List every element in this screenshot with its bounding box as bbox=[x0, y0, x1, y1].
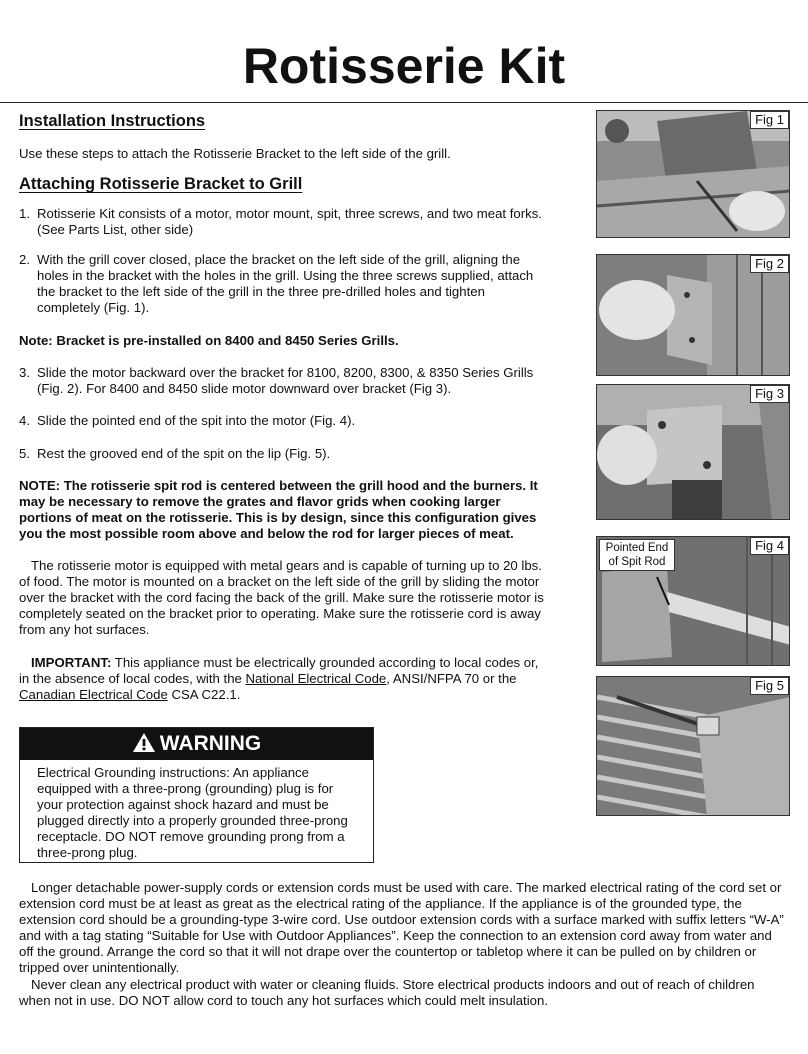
clean-paragraph: Never clean any electrical product with water or cleaning fluids. Store electrical products indoors and out of reach of children when not in use. DO NOT allow cord to touch any hot surfaces which could melt insulation. bbox=[19, 977, 755, 1008]
title-rule bbox=[0, 102, 808, 103]
important-text-mid: , ANSI/NFPA 70 or the bbox=[386, 671, 517, 686]
installation-heading: Installation Instructions bbox=[19, 112, 206, 130]
figure-1-photo bbox=[597, 111, 790, 238]
step-text: Rest the grooved end of the spit on the lip (Fig. 5). bbox=[37, 446, 331, 461]
step-text: Slide the pointed end of the spit into the motor (Fig. 4). bbox=[37, 413, 356, 428]
figure-5 bbox=[596, 676, 790, 816]
step-number: 1. bbox=[19, 206, 30, 221]
important-text-after: CSA C22.1. bbox=[167, 687, 241, 702]
note-spit: NOTE: The rotisserie spit rod is centered between the grill hood and the burners. It may be necessary to remove the grates and flavor grids when cooking larger portions of meat on the rotisserie. This is by design, since this configuration gives you the most possible room above and below the rod for larger pieces of meat. bbox=[19, 478, 538, 541]
figure-5-label: Fig 5 bbox=[750, 677, 789, 695]
warning-box bbox=[19, 727, 374, 863]
warning-triangle-icon bbox=[132, 728, 156, 760]
step-number: 2. bbox=[19, 252, 30, 267]
step-text: Slide the motor backward over the bracket for 8100, 8200, 8300, & 8350 Series Grills (Fig. 2). For 8400 and 8450 slide motor downward over bracket (Fig 3). bbox=[37, 365, 534, 396]
nec-link[interactable]: National Electrical Code bbox=[245, 671, 387, 686]
figure-4 bbox=[596, 536, 790, 666]
important-text-before: This appliance must be electrically grounded according to local codes or, in the absence of local codes, with the bbox=[19, 655, 539, 686]
figure-2 bbox=[596, 254, 790, 376]
motor-paragraph: The rotisserie motor is equipped with metal gears and is capable of turning up to 20 lbs. of food. The motor is mounted on a bracket on the left side of the grill by sliding the motor over the bracket with the cord facing the back of the grill. Make sure the rotisserie motor is completely seated on the bracket prior to operating. Make sure the rotisserie cord is away from any hot surfaces. bbox=[19, 558, 544, 637]
step-text: With the grill cover closed, place the bracket on the left side of the grill, aligning the holes in the bracket with the holes in the grill. Using the three screws supplied, attach the bracket to the left side of the grill in the three pre-drilled holes and tighten completely (Fig. 1). bbox=[37, 252, 534, 315]
step-4 bbox=[19, 413, 549, 429]
figure-5-photo bbox=[597, 677, 790, 816]
step-number: 4. bbox=[19, 413, 30, 428]
figure-2-photo bbox=[597, 255, 790, 376]
step-5 bbox=[19, 446, 549, 462]
figure-3 bbox=[596, 384, 790, 520]
page-title: Rotisserie Kit bbox=[242, 38, 566, 94]
figure-3-label: Fig 3 bbox=[750, 385, 789, 403]
installation-intro: Use these steps to attach the Rotisserie Bracket to the left side of the grill. bbox=[19, 146, 451, 161]
step-text: Rotisserie Kit consists of a motor, motor mount, spit, three screws, and two meat forks. (See Parts List, other side) bbox=[37, 206, 542, 237]
important-paragraph bbox=[19, 655, 539, 703]
cords-paragraph: Longer detachable power-supply cords or extension cords must be used with care. The marked electrical rating of the cord set or extension cord must be at least as great as the electrical rating of the appliance. If the appliance is of the grounded type, the extension cord should be a grounding-type 3-wire cord. Use outdoor extension cords with a surface marked with suffix letters “W-A” and with a tag stating “Suitable for Use with Outdoor Appliances”. Keep the connection to an extension cord away from water and off the ground. Arrange the cord so that it will not drape over the countertop or tabletop where it can be pulled on by children or tripped over unintentionally. bbox=[19, 880, 784, 975]
figure-1-label: Fig 1 bbox=[750, 111, 789, 129]
cec-link[interactable]: Canadian Electrical Code bbox=[19, 687, 168, 702]
step-number: 3. bbox=[19, 365, 30, 380]
step-1 bbox=[19, 206, 549, 238]
step-number: 5. bbox=[19, 446, 30, 461]
figure-4-callout: Pointed End of Spit Rod bbox=[599, 539, 675, 571]
step-2 bbox=[19, 252, 549, 316]
step-3 bbox=[19, 365, 549, 397]
warning-text: Electrical Grounding instructions: An appliance equipped with a three-prong (grounding) plug is for your protection against shock hazard and must be plugged directly into a properly grounded three-prong receptacle. DO NOT remove grounding prong from a three-prong plug. bbox=[37, 765, 348, 860]
figure-2-label: Fig 2 bbox=[750, 255, 789, 273]
figure-1 bbox=[596, 110, 790, 238]
important-label: IMPORTANT: bbox=[31, 655, 112, 670]
figure-4-label: Fig 4 bbox=[750, 537, 789, 555]
attaching-heading: Attaching Rotisserie Bracket to Grill bbox=[19, 175, 303, 193]
figure-3-photo bbox=[597, 385, 790, 520]
warning-title: WARNING bbox=[159, 732, 262, 755]
note-preinstalled: Note: Bracket is pre-installed on 8400 and 8450 Series Grills. bbox=[19, 333, 399, 348]
warning-header bbox=[20, 728, 373, 760]
